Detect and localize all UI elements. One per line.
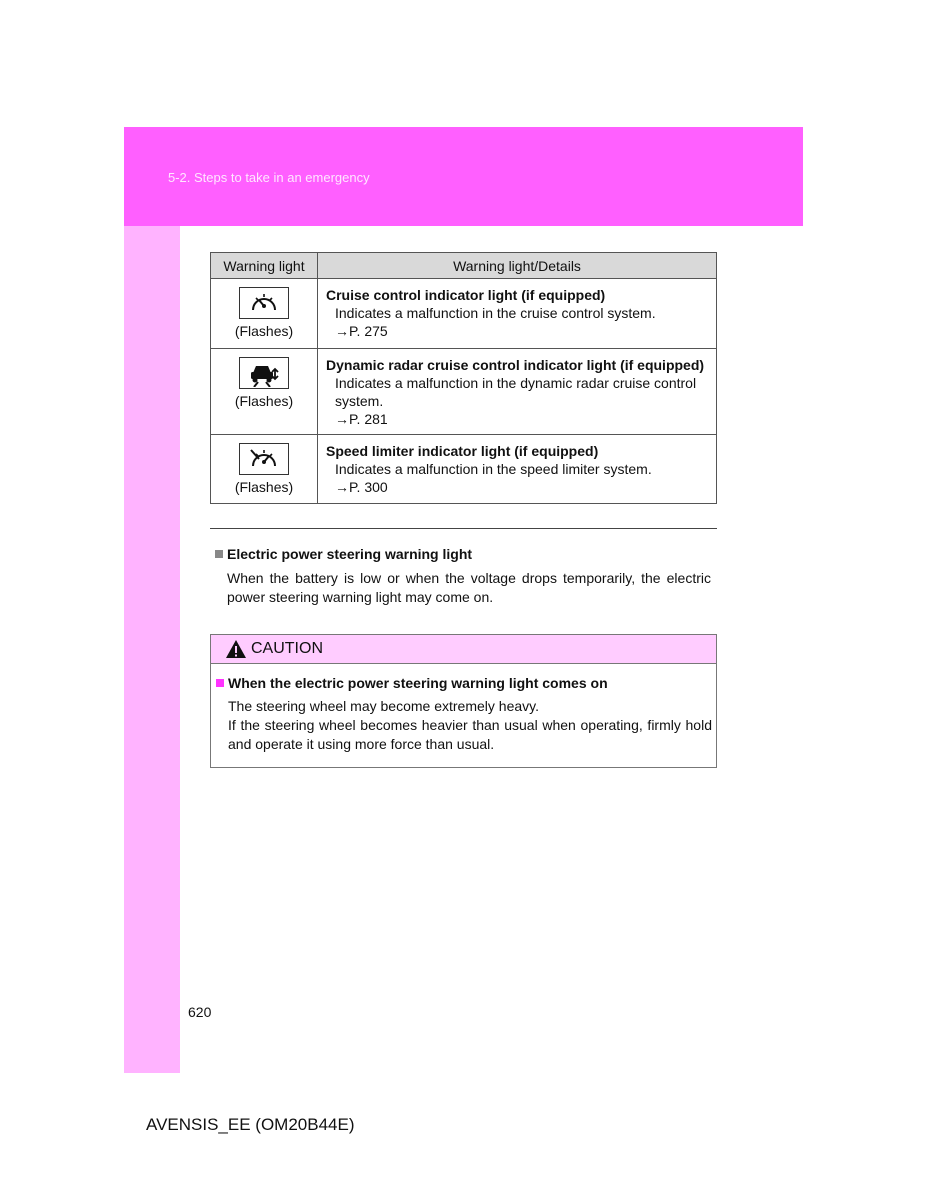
caution-header [211,635,716,664]
eps-heading-text: Electric power steering warning light [227,546,473,562]
detail-cell [318,279,717,349]
page-reference: →P. 275 [335,323,388,339]
speed-limiter-icon [239,443,289,475]
footer-model-code: AVENSIS_EE (OM20B44E) [146,1115,355,1134]
section-divider [210,528,717,529]
flashes-label: (Flashes) [234,393,294,409]
detail-cell [318,435,717,504]
icon-cell [211,349,318,435]
detail-title: Cruise control indicator light (if equipped) [326,287,606,303]
caution-line: If the steering wheel becomes heavier than usual when operating, firmly hold and operate it using more force than usual. [228,717,712,752]
page-reference: →P. 300 [335,479,388,495]
table-header-row [211,253,717,279]
detail-title: Speed limiter indicator light (if equipped) [326,443,599,459]
detail-cell [318,349,717,435]
detail-title: Dynamic radar cruise control indicator light (if equipped) [326,357,705,373]
caution-line: The steering wheel may become extremely heavy. [228,698,539,714]
warning-triangle-icon [225,639,247,659]
cruise-control-icon [239,287,289,319]
section-title: 5-2. Steps to take in an emergency [168,170,370,185]
page-reference: →P. 281 [335,411,388,427]
flashes-label: (Flashes) [234,323,294,339]
detail-text: Indicates a malfunction in the cruise control system. [335,305,656,321]
chapter-header-band [124,127,803,226]
radar-cruise-control-icon [239,357,289,389]
caution-box [210,634,717,768]
eps-body: When the battery is low or when the voltage drops temporarily, the electric power steering warning light may come on. [227,570,711,605]
column-header-warning-light: Warning light [211,253,318,279]
square-bullet-icon [215,550,223,558]
caution-subheading [216,675,608,691]
page-number: 620 [188,1004,212,1020]
table-row [211,349,717,435]
side-band [124,226,180,1073]
square-bullet-icon [216,679,224,687]
table-row [211,279,717,349]
caution-subheading-text: When the electric power steering warning light comes on [228,675,608,691]
caution-text [228,697,712,754]
icon-cell [211,435,318,504]
detail-text: Indicates a malfunction in the speed limiter system. [335,461,652,477]
table-row [211,435,717,504]
icon-cell [211,279,318,349]
column-header-details: Warning light/Details [318,253,717,279]
detail-text: Indicates a malfunction in the dynamic radar cruise control system. [335,375,697,409]
eps-heading [215,546,472,562]
caution-label: CAUTION [251,640,323,657]
flashes-label: (Flashes) [234,479,294,495]
warning-light-table [210,252,717,504]
